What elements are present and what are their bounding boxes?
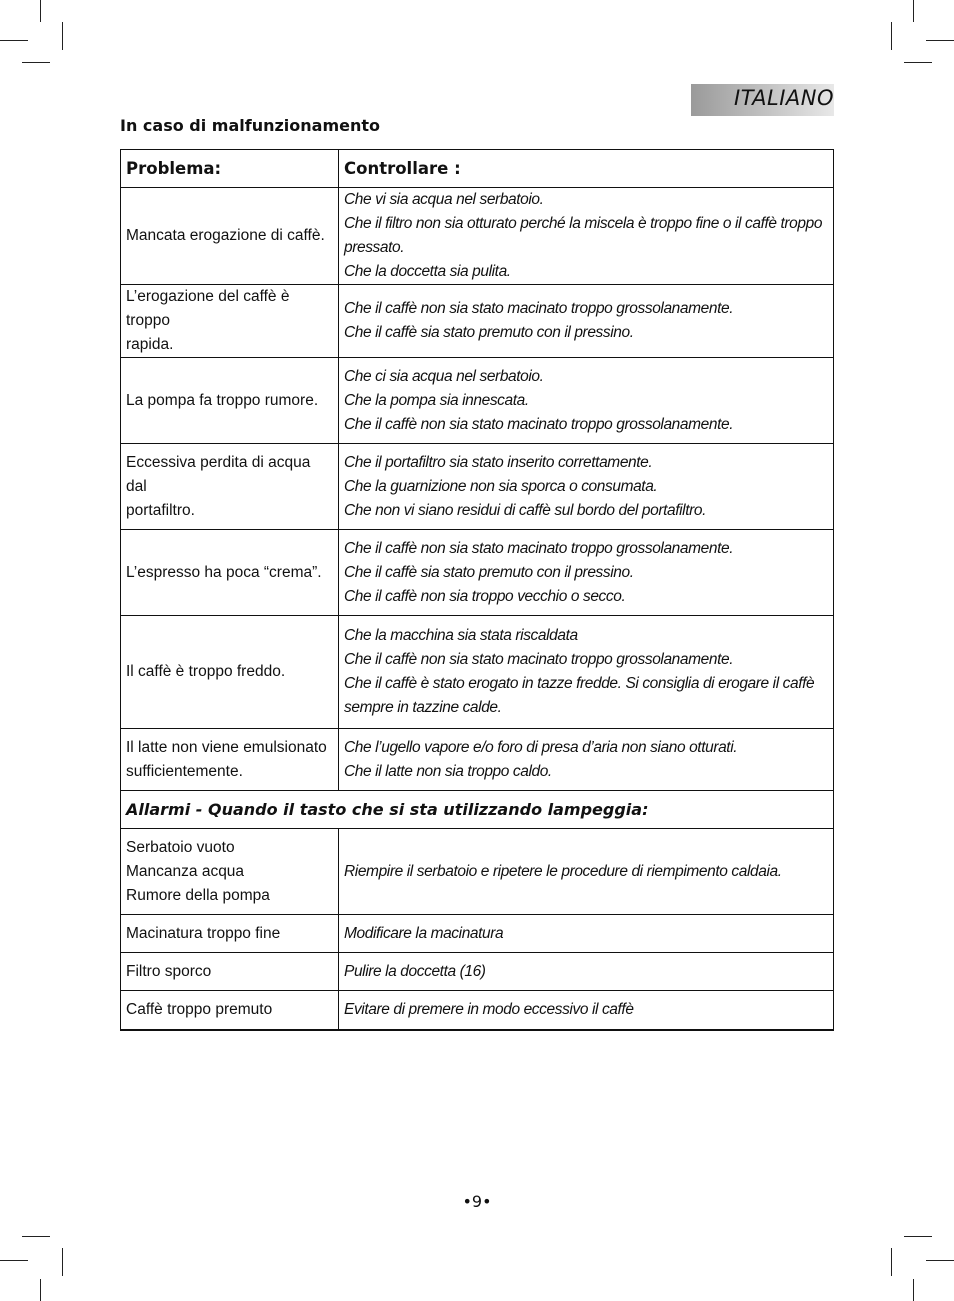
problem-text: Rumore della pompa — [126, 886, 270, 904]
check-text: Che il caffè non sia stato macinato troppo grossolanamente. — [344, 415, 734, 433]
check-text: Che la macchina sia stata riscaldata — [344, 627, 578, 644]
crop-mark — [926, 40, 954, 41]
problem-text: Caffè troppo premuto — [126, 1001, 273, 1018]
problem-text: sufficientemente. — [126, 762, 243, 780]
crop-mark — [891, 1248, 892, 1276]
check-cell — [339, 729, 834, 791]
check-text: Che il caffè è stato erogato in tazze fredde. Si consiglia di erogare il caffè sempre in tazzine calde. — [344, 675, 815, 716]
problem-text: L’erogazione del caffè è troppo — [126, 288, 290, 329]
problem-cell — [121, 953, 339, 991]
check-cell — [339, 188, 834, 285]
problem-text: Il latte non viene emulsionato — [126, 738, 327, 756]
check-cell — [339, 358, 834, 444]
crop-mark — [926, 1260, 954, 1261]
check-text: Pulire la doccetta (16) — [344, 962, 486, 980]
check-cell — [339, 444, 834, 530]
alarm-row — [121, 829, 834, 915]
check-text: Che vi sia acqua nel serbatoio. — [344, 191, 544, 208]
check-cell — [339, 915, 834, 953]
crop-mark — [22, 1236, 50, 1237]
crop-mark — [904, 62, 932, 63]
table-row — [121, 530, 834, 616]
table-row — [121, 729, 834, 791]
problem-cell — [121, 915, 339, 953]
problem-text: La pompa fa troppo rumore. — [126, 391, 319, 409]
language-label: ITALIANO — [734, 86, 834, 110]
crop-mark — [40, 1279, 41, 1301]
table-row — [121, 188, 834, 285]
alarm-header: Allarmi - Quando il tasto che si sta utilizzando lampeggia: — [121, 791, 834, 829]
check-text: Riempire il serbatoio e ripetere le procedure di riempimento caldaia. — [344, 862, 782, 880]
check-text: Che l’ugello vapore e/o foro di presa d’aria non siano otturati. — [344, 738, 738, 756]
check-cell — [339, 530, 834, 616]
check-text: Che non vi siano residui di caffè sul bordo del portafiltro. — [344, 501, 706, 519]
problem-text: Mancata erogazione di caffè. — [126, 227, 325, 244]
problem-text: portafiltro. — [126, 501, 195, 519]
check-text: Che ci sia acqua nel serbatoio. — [344, 367, 544, 385]
section-title: In caso di malfunzionamento — [120, 116, 381, 135]
alarm-row — [121, 953, 834, 991]
problem-text: Il caffè è troppo freddo. — [126, 663, 286, 680]
problem-text: rapida. — [126, 336, 174, 353]
crop-mark — [904, 1236, 932, 1237]
check-cell — [339, 991, 834, 1031]
problem-cell — [121, 530, 339, 616]
check-text: Che il caffè non sia stato macinato troppo grossolanamente. — [344, 300, 734, 317]
check-cell — [339, 829, 834, 915]
problem-cell — [121, 444, 339, 530]
table-row — [121, 444, 834, 530]
problem-cell — [121, 285, 339, 358]
check-text: Che il portafiltro sia stato inserito correttamente. — [344, 453, 653, 471]
table-header-row — [121, 150, 834, 188]
problem-cell — [121, 616, 339, 729]
check-text: Che la doccetta sia pulita. — [344, 263, 511, 280]
problem-cell — [121, 729, 339, 791]
check-cell — [339, 616, 834, 729]
problem-cell — [121, 829, 339, 915]
crop-mark — [62, 22, 63, 50]
check-text: Che il caffè sia stato premuto con il pressino. — [344, 563, 634, 581]
check-text: Che il latte non sia troppo caldo. — [344, 762, 552, 780]
check-text: Che il caffè non sia stato macinato troppo grossolanamente. — [344, 539, 734, 557]
check-text: Che il filtro non sia otturato perché la miscela è troppo fine o il caffè troppo pressato. — [344, 215, 823, 256]
problem-text: L’espresso ha poca “crema”. — [126, 563, 322, 581]
alarm-row — [121, 991, 834, 1031]
check-text: Che il caffè non sia stato macinato troppo grossolanamente. — [344, 651, 734, 668]
page-number: •9• — [462, 1192, 492, 1211]
check-text: Che la pompa sia innescata. — [344, 391, 529, 409]
column-header-problem: Problema: — [121, 150, 339, 188]
troubleshooting-table — [120, 149, 834, 1031]
problem-text: Serbatoio vuoto — [126, 838, 235, 856]
crop-mark — [62, 1248, 63, 1276]
crop-mark — [891, 22, 892, 50]
problem-text: Filtro sporco — [126, 962, 212, 980]
problem-cell — [121, 358, 339, 444]
crop-mark — [913, 0, 914, 22]
problem-cell — [121, 188, 339, 285]
crop-mark — [0, 1260, 28, 1261]
check-cell — [339, 953, 834, 991]
alarm-header-row — [121, 791, 834, 829]
check-text: Che il caffè sia stato premuto con il pressino. — [344, 324, 634, 341]
check-text: Che il caffè non sia troppo vecchio o secco. — [344, 587, 626, 605]
check-cell — [339, 285, 834, 358]
crop-mark — [913, 1279, 914, 1301]
table-row — [121, 616, 834, 729]
crop-mark — [40, 0, 41, 22]
problem-text: Mancanza acqua — [126, 862, 245, 880]
language-tab — [691, 84, 834, 116]
alarm-row — [121, 915, 834, 953]
check-text: Modificare la macinatura — [344, 924, 504, 942]
check-text: Che la guarnizione non sia sporca o consumata. — [344, 477, 658, 495]
problem-text: Eccessiva perdita di acqua dal — [126, 453, 311, 495]
crop-mark — [0, 40, 28, 41]
problem-text: Macinatura troppo fine — [126, 924, 281, 942]
check-text: Evitare di premere in modo eccessivo il caffè — [344, 1001, 634, 1018]
column-header-check: Controllare : — [339, 150, 834, 188]
table-row — [121, 358, 834, 444]
problem-cell — [121, 991, 339, 1031]
crop-mark — [22, 62, 50, 63]
table-row — [121, 285, 834, 358]
